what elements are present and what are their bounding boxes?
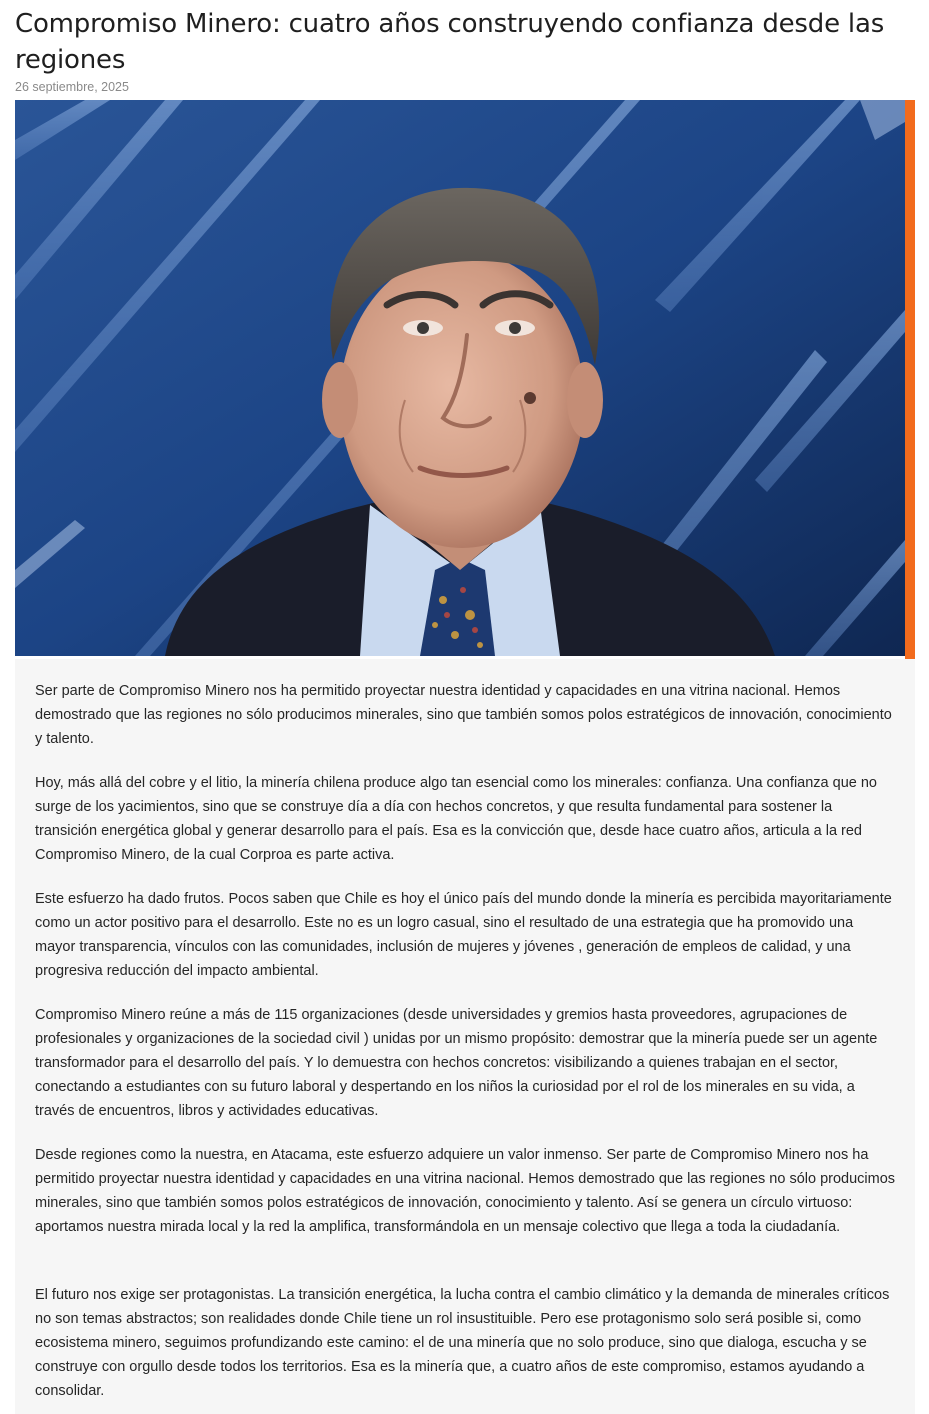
article-photo	[15, 100, 905, 656]
article-paragraph: Este esfuerzo ha dado frutos. Pocos saben que Chile es hoy el único país del mundo donde la minería es percibida mayoritariamente como un actor positivo para el desarrollo. Este no es un logro casual, sino el resultado de una estrategia que ha promovido una mayor transparencia, vínculos con las comunidades, inclusión de mujeres y jóvenes , generación de empleos de calidad, y una progresiva reducción del impacto ambiental.	[35, 891, 892, 979]
article-title: Compromiso Minero: cuatro años construyendo confianza desde las regiones	[15, 9, 885, 75]
article-paragraph: Compromiso Minero reúne a más de 115 organizaciones (desde universidades y gremios hasta proveedores, agrupaciones de profesionales y organizaciones de la sociedad civil ) unidas por un mismo propósito: demostrar que la minería puede ser un agente transformador para el desarrollo del país. Y lo demuestra con hechos concretos: visibilizando a quienes trabajan en el sector, conectando a estudiantes con su futuro laboral y despertando en los niños la curiosidad por el rol de los minerales en su vida, a través de encuentros, libros y actividades educativas.	[35, 1007, 878, 1119]
article-date: 26 septiembre, 2025	[15, 80, 129, 94]
article-paragraph: Desde regiones como la nuestra, en Atacama, este esfuerzo adquiere un valor inmenso. Ser parte de Compromiso Minero nos ha permitido proyectar nuestra identidad y capacidades en una vitrina nacional. Hemos demostrado que las regiones no sólo producimos minerales, sino que también somos polos estratégicos de innovación, conocimiento y talento. Así se genera un círculo virtuoso: aportamos nuestra mirada local y la red la amplifica, transformándola en un mensaje colectivo que llega a toda la ciudadanía.	[35, 1147, 896, 1235]
article-paragraph: Ser parte de Compromiso Minero nos ha permitido proyectar nuestra identidad y capacidades en una vitrina nacional. Hemos demostrado que las regiones no sólo producimos minerales, sino que también somos polos estratégicos de innovación, conocimiento y talento.	[35, 683, 892, 747]
article-paragraph: El futuro nos exige ser protagonistas. La transición energética, la lucha contra el cambio climático y la demanda de minerales críticos no son temas abstractos; son realidades donde Chile tiene un rol insustituible. Pero ese protagonismo solo será posible si, como ecosistema minero, seguimos profundizando este camino: el de una minería que no solo produce, sino que dialoga, escucha y se construye con orgullo desde todos los territorios. Esa es la minería que, a cuatro años de este compromiso, estamos ayudando a consolidar.	[35, 1287, 890, 1399]
article-paragraph: Hoy, más allá del cobre y el litio, la minería chilena produce algo tan esencial como los minerales: confianza. Una confianza que no surge de los yacimientos, sino que se construye día a día con hechos concretos, y que resulta fundamental para sostener la transición energética global y generar desarrollo para el país. Esa es la convicción que, desde hace cuatro años, articula a la red Compromiso Minero, de la cual Corproa es parte activa.	[35, 775, 877, 863]
accent-bar	[905, 100, 915, 659]
